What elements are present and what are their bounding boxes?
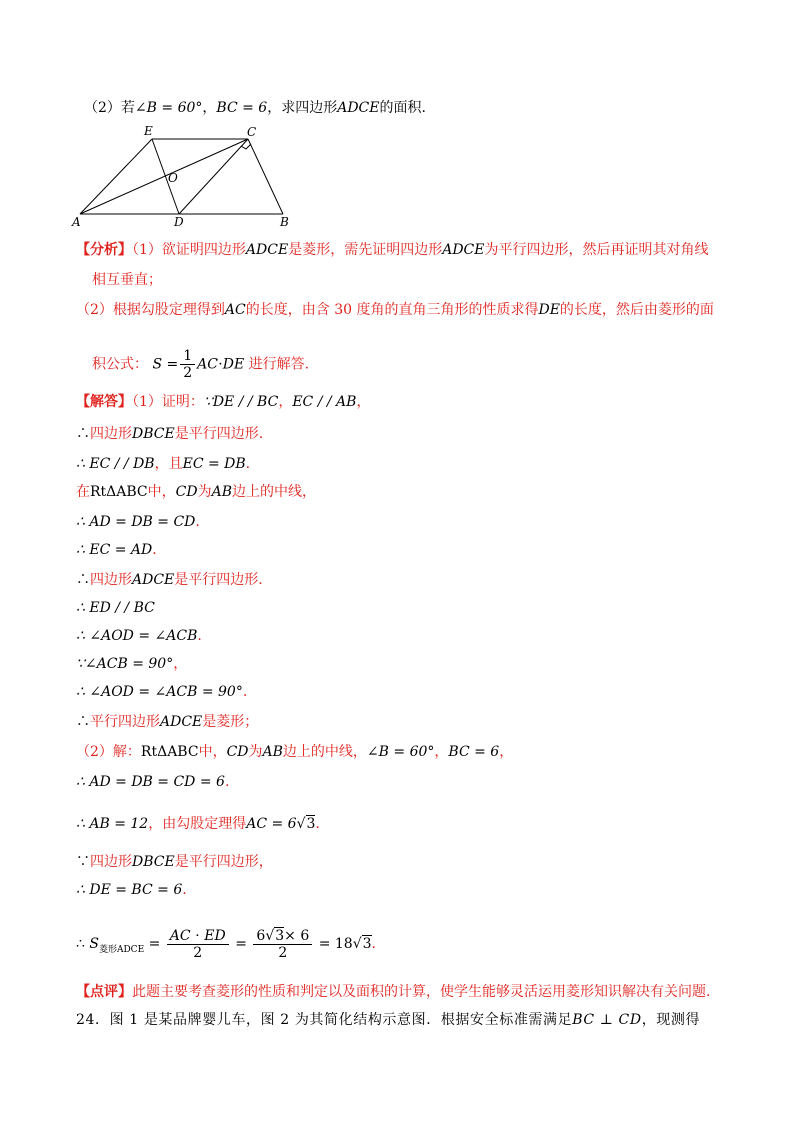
solution-line-10: ∵∠ACB = 90°， bbox=[76, 656, 188, 672]
analysis-line-4: 积公式： S = $\frac{1}{2}$ AC⋅DE 进行解答. bbox=[92, 348, 310, 381]
solution-line-5: ∴ AD = DB = CD. bbox=[76, 514, 200, 530]
solution-line-6: ∴ EC = AD. bbox=[76, 542, 157, 558]
solution-line-17: ∴ DE = BC = 6. bbox=[76, 882, 187, 898]
label-C: C bbox=[247, 125, 257, 139]
label-A: A bbox=[72, 215, 81, 228]
question-2: （2）若∠B = 60°，BC = 6，求四边形ADCE的面积. bbox=[84, 100, 426, 116]
analysis-line-2: 相互垂直； bbox=[92, 272, 162, 288]
solution-line-4: 在RtΔABC中，CD为AB边上的中线， bbox=[76, 484, 316, 500]
solution-line-16: ∵四边形DBCE是平行四边形， bbox=[76, 854, 273, 870]
label-O: O bbox=[168, 171, 178, 185]
comment-tag: 【点评】 bbox=[76, 984, 132, 1000]
label-B: B bbox=[280, 215, 289, 228]
solution-tag: 【解答】 bbox=[76, 394, 132, 410]
label-D: D bbox=[174, 215, 184, 228]
solution-line-8: ∴ ED / / BC bbox=[76, 600, 155, 616]
geometry-figure bbox=[70, 122, 300, 228]
solution-line-18: ∴ $S_{菱形ADCE}$ = $\frac{AC \cdot ED}{2}$ = $\frac{6√3\times 6}{2}$ = 18√3. bbox=[76, 927, 376, 961]
label-E: E bbox=[144, 124, 153, 138]
solution-line-1: 【解答】（1）证明：∵DE / / BC，EC / / AB， bbox=[76, 394, 371, 410]
solution-line-7: ∴四边形ADCE是平行四边形. bbox=[76, 572, 263, 588]
solution-line-2: ∴四边形DBCE是平行四边形. bbox=[76, 426, 264, 442]
solution-line-14: ∴ AD = DB = CD = 6. bbox=[76, 774, 230, 790]
analysis-line-3: （2）根据勾股定理得到AC的长度，由含 30 度角的直角三角形的性质求得DE的长度，然后由菱形的面 bbox=[76, 302, 714, 318]
comment-line: 【点评】此题主要考查菱形的性质和判定以及面积的计算，使学生能够灵活运用菱形知识解决有关问题. bbox=[76, 984, 711, 1000]
analysis-line-1: 【分析】（1）欲证明四边形ADCE是菱形，需先证明四边形ADCE为平行四边形，然后再证明其对角线 bbox=[76, 242, 709, 258]
solution-line-11: ∴ ∠AOD = ∠ACB = 90°. bbox=[76, 684, 248, 700]
solution-line-3: ∴ EC / / DB，且EC = DB. bbox=[76, 456, 251, 472]
solution-line-15: ∴ AB = 12，由勾股定理得AC = 6√3. bbox=[76, 816, 320, 832]
question-24: 24．图 1 是某品牌婴儿车，图 2 为其简化结构示意图．根据安全标准需满足BC ⊥ CD，现测得 bbox=[76, 1012, 701, 1028]
fraction-half: $\frac{1}{2}$ bbox=[180, 348, 195, 381]
solution-line-13: （2）解：RtΔABC中，CD为AB边上的中线，∠B = 60°，BC = 6， bbox=[76, 744, 514, 760]
solution-line-12: ∴平行四边形ADCE是菱形； bbox=[76, 714, 259, 730]
analysis-tag: 【分析】 bbox=[76, 242, 132, 258]
solution-line-9: ∴ ∠AOD = ∠ACB. bbox=[76, 628, 202, 644]
fraction-ac-ed: $\frac{AC \cdot ED}{2}$ bbox=[167, 928, 229, 961]
fraction-area: $\frac{6√3\times 6}{2}$ bbox=[253, 928, 312, 961]
